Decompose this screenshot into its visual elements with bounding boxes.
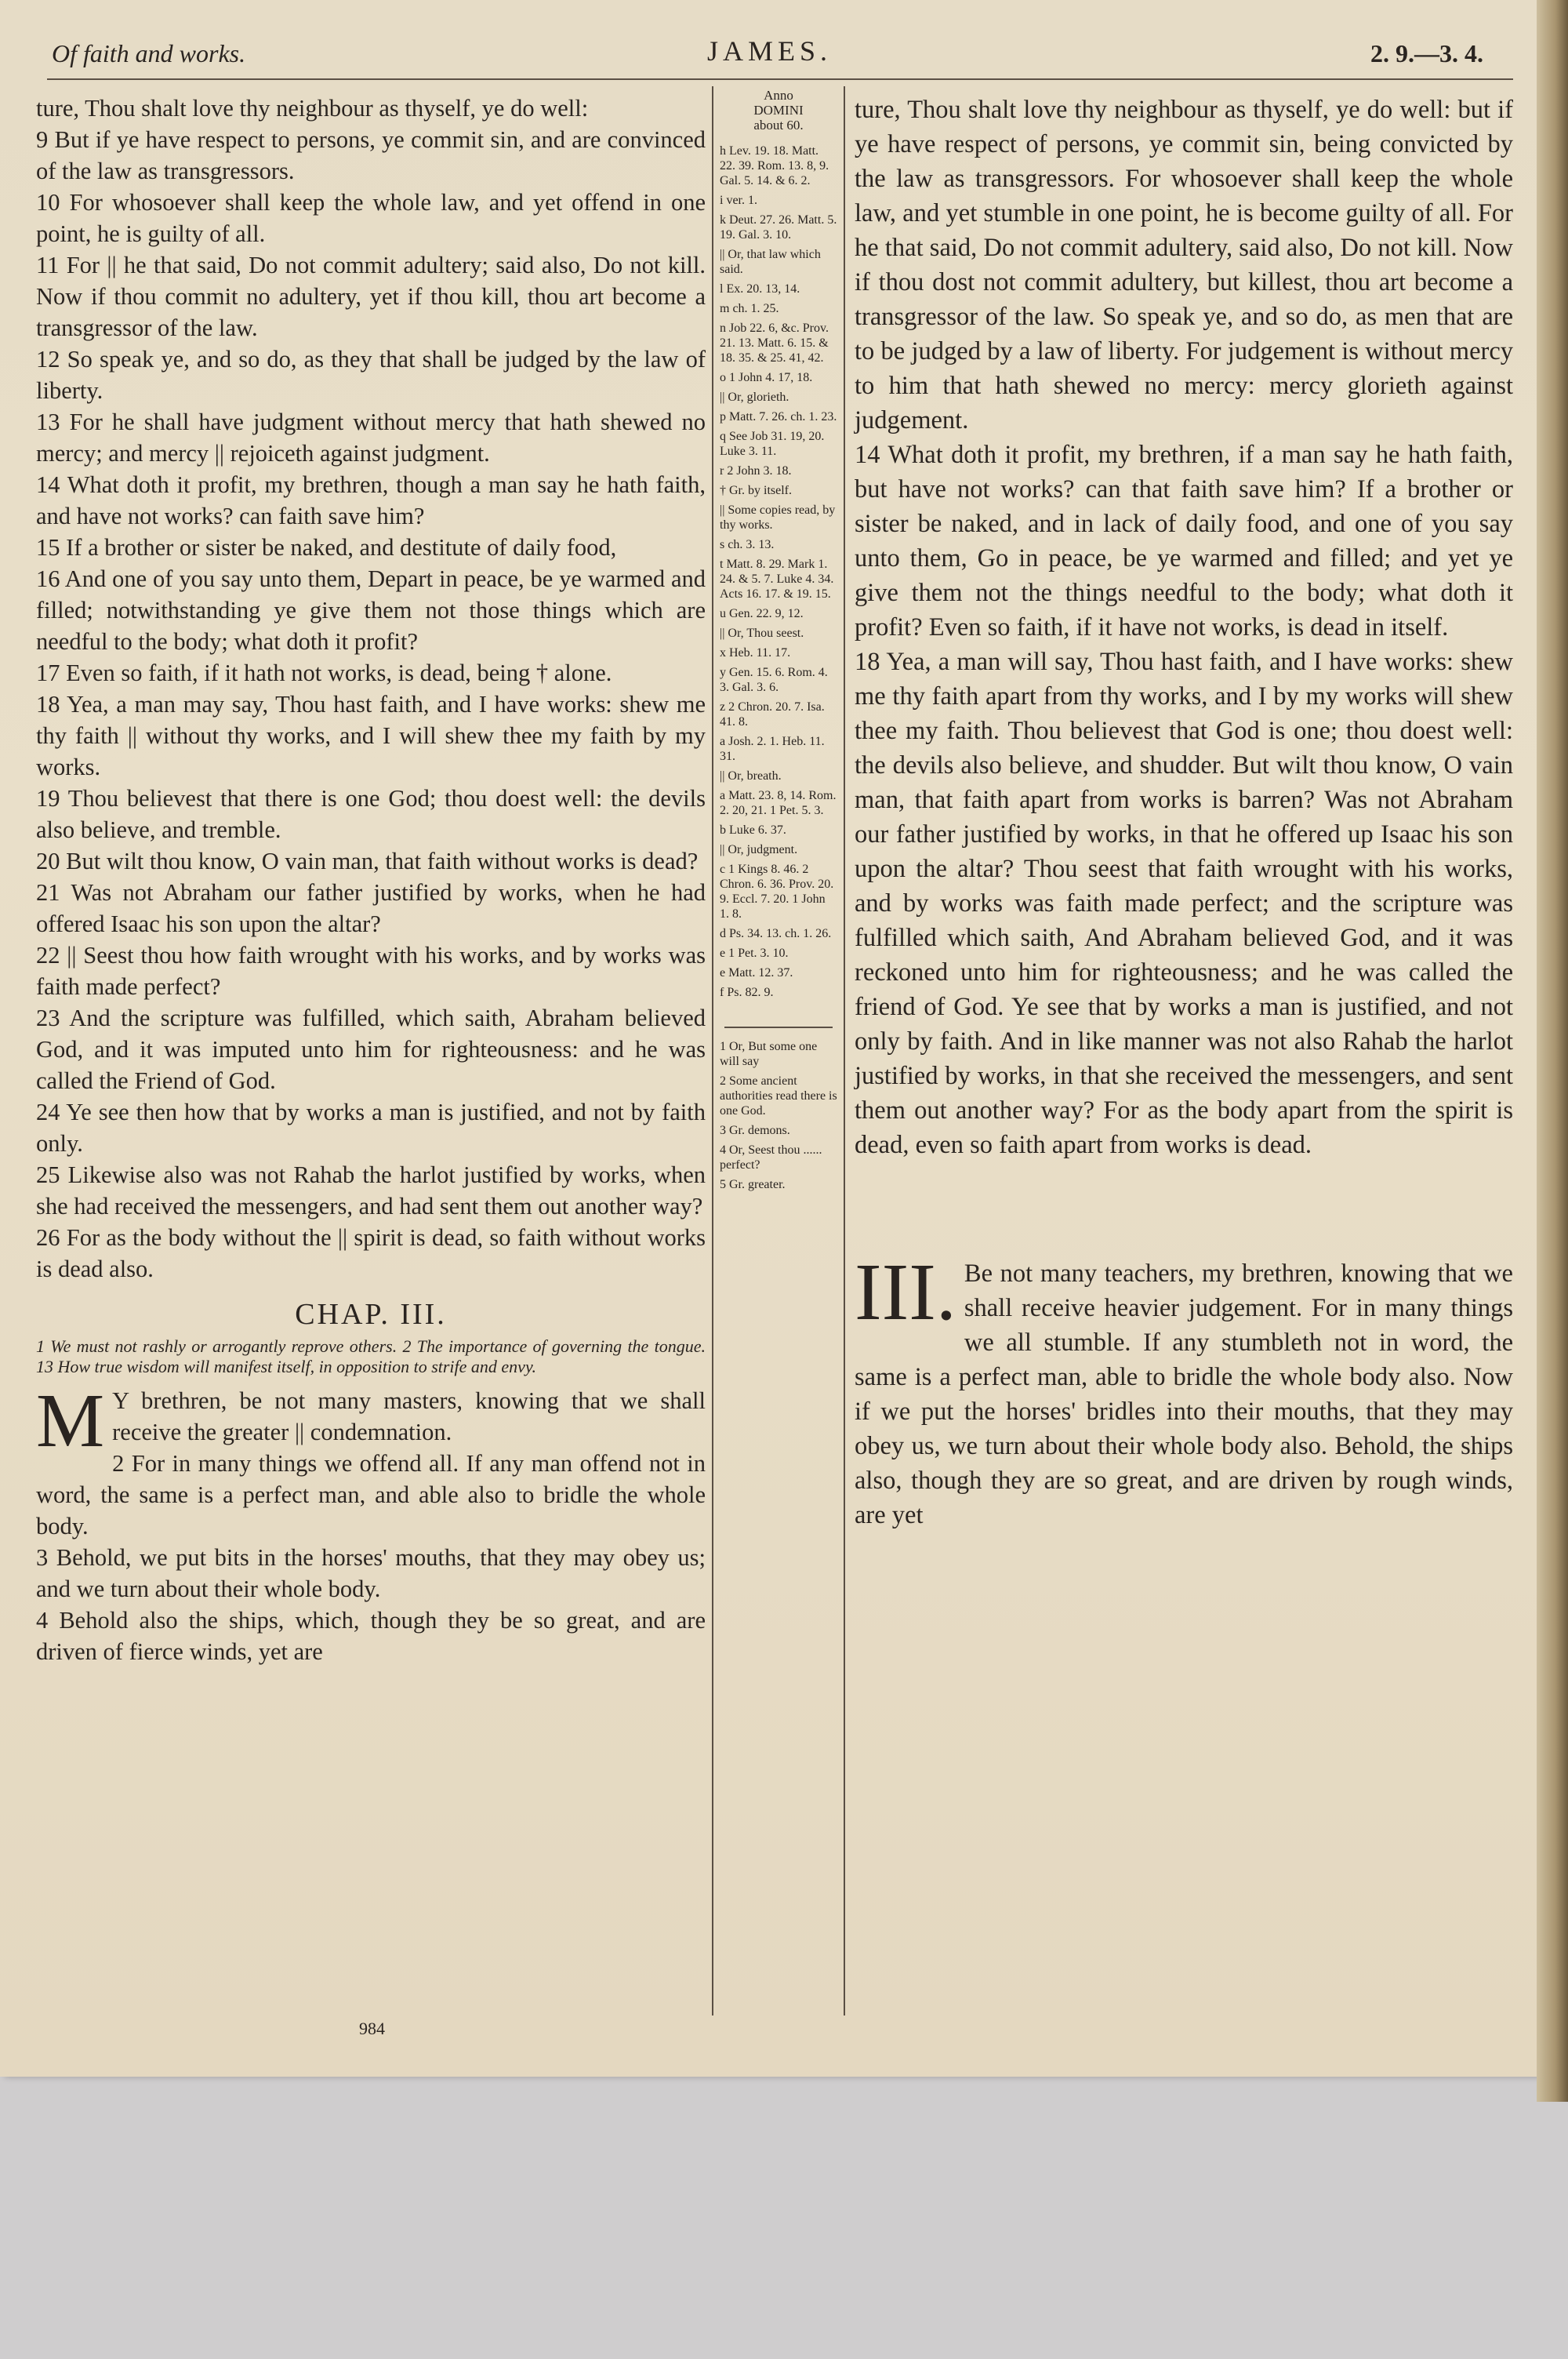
rv-paragraph: ture, Thou shalt love thy neighbour as thyself, ye do well: but if ye have respect of persons, ye commit sin, being convicted by the law as transgressors. For whosoever shall keep the whole law, and yet stumble in one point, he is become guilty of all. For he that said, Do not commit adultery, said also, Do not kill. Now if thou dost not commit adultery, but killest, thou art become a transgressor of the law. So speak ye, and so do, as men that are to be judged by a law of liberty. For judgement is without mercy to him that hath shewed no mercy: mercy glorieth against judgement. <box>855 96 1513 434</box>
anno-line: DOMINI <box>753 103 804 118</box>
kjv-column <box>36 93 706 1667</box>
drop-cap-letter: M <box>36 1379 105 1463</box>
kjv-verse: 23 And the scripture was fulfilled, which saith, Abraham believed God, and it was imputed unto him for righteousness: and he was called the Friend of God. <box>36 1005 706 1094</box>
kjv-verse: 24 Ye see then how that by works a man is justified, and not by faith only. <box>36 1099 706 1157</box>
rv-ch3-text: Be not many teachers, my brethren, knowing that we shall receive heavier judgement. For in many things we all stumble. If any stumbleth not in word, the same is a perfect man, able to bridle the whole body also. Now if we put the horses' bridles into their mouths, that they may obey us, we turn about their whole body also. Behold, the ships also, though they are so great, and are driven by rough winds, are yet <box>855 1259 1513 1529</box>
kjv-verse: 15 If a brother or sister be naked, and destitute of daily food, <box>36 534 617 561</box>
kjv-verse: 19 Thou believest that there is one God; thou doest well: the devils also believe, and tremble. <box>36 785 706 843</box>
kjv-verse: 12 So speak ye, and so do, as they that shall be judged by the law of liberty. <box>36 346 706 404</box>
header-chapter-range: 2. 9.—3. 4. <box>1370 39 1483 67</box>
rv-column <box>855 93 1513 1532</box>
kjv-ch3-verse-3: 3 Behold, we put bits in the horses' mouths, that they may obey us; and we turn about their whole body. <box>36 1544 706 1602</box>
kjv-verse: 11 For || he that said, Do not commit adultery; said also, Do not kill. Now if thou commit no adultery, yet if thou kill, thou art become a transgressor of the law. <box>36 252 706 341</box>
margin-note: e Matt. 12. 37. <box>720 966 793 980</box>
rv-chapter-numeral: III. <box>855 1247 956 1337</box>
page-number: 984 <box>359 2019 385 2038</box>
kjv-ch3-verse-1 <box>36 1379 706 1463</box>
margin-note-list <box>720 144 837 1000</box>
rv-footnote: 1 Or, But some one will say <box>720 1040 818 1068</box>
kjv-verse: 26 For as the body without the || spirit is dead, so faith without works is dead also. <box>36 1224 706 1282</box>
margin-note: m ch. 1. 25. <box>720 302 779 315</box>
margin-note: a Josh. 2. 1. Heb. 11. 31. <box>720 735 825 763</box>
margin-note: † Gr. by itself. <box>720 484 792 497</box>
chapter-summary: 1 We must not rashly or arrogantly reprove others. 2 The importance of governing the tongue. 13 How true wisdom will manifest itself, in opposition to strife and envy. <box>36 1336 706 1376</box>
anno-domini <box>720 88 837 133</box>
rv-ch3-paragraph <box>855 1247 1513 1532</box>
margin-note: || Or, breath. <box>720 769 782 783</box>
margin-note: || Some copies read, by thy works. <box>720 503 836 532</box>
kjv-ch3-v1-text: Y brethren, be not many masters, knowing that we shall receive the greater || condemnation. <box>112 1387 706 1445</box>
kjv-verse: 25 Likewise also was not Rahab the harlot justified by works, when she had received the messengers, and had sent them out another way? <box>36 1161 706 1219</box>
kjv-verse: 21 Was not Abraham our father justified by works, when he had offered Isaac his son upon the altar? <box>36 879 706 937</box>
margin-note: a Matt. 23. 8, 14. Rom. 2. 20, 21. 1 Pet. 5. 3. <box>720 789 837 817</box>
kjv-verse: 9 But if ye have respect to persons, ye commit sin, and are convinced of the law as transgressors. <box>36 126 706 184</box>
margin-note: z 2 Chron. 20. 7. Isa. 41. 8. <box>720 700 825 729</box>
header-book-title: JAMES. <box>707 35 833 67</box>
anno-line: Anno <box>764 88 793 103</box>
margin-note: p Matt. 7. 26. ch. 1. 23. <box>720 410 837 423</box>
margin-references <box>720 88 837 1197</box>
margin-note: k Deut. 27. 26. Matt. 5. 19. Gal. 3. 10. <box>720 213 837 242</box>
margin-note: d Ps. 34. 13. ch. 1. 26. <box>720 927 832 940</box>
kjv-verse: 17 Even so faith, if it hath not works, is dead, being † alone. <box>36 660 612 686</box>
kjv-verse: 10 For whosoever shall keep the whole law, and yet offend in one point, he is guilty of all. <box>36 189 706 247</box>
rv-footnote: 2 Some ancient authorities read there is one God. <box>720 1074 837 1118</box>
rv-footnote: 5 Gr. greater. <box>720 1178 786 1191</box>
kjv-ch3-verse-4: 4 Behold also the ships, which, though they be so great, and are driven of fierce winds, yet are <box>36 1607 706 1665</box>
header-topic: Of faith and works. <box>52 39 246 67</box>
rv-footnote: 4 Or, Seest thou ...... perfect? <box>720 1143 822 1172</box>
margin-note: q See Job 31. 19, 20. Luke 3. 11. <box>720 430 825 458</box>
margin-note: n Job 22. 6, &c. Prov. 21. 13. Matt. 6. 15. & 18. 35. & 25. 41, 42. <box>720 322 829 365</box>
kjv-verse: 20 But wilt thou know, O vain man, that faith without works is dead? <box>36 848 699 874</box>
margin-note: r 2 John 3. 18. <box>720 464 792 478</box>
margin-note: u Gen. 22. 9, 12. <box>720 607 804 620</box>
kjv-verse: 22 || Seest thou how faith wrought with his works, and by works was faith made perfect? <box>36 942 706 1000</box>
margin-note: || Or, glorieth. <box>720 391 789 404</box>
margin-note: s ch. 3. 13. <box>720 538 775 551</box>
rv-footnote: 3 Gr. demons. <box>720 1124 790 1137</box>
margin-note: x Heb. 11. 17. <box>720 646 791 660</box>
column-rule-right <box>844 86 845 2016</box>
margin-note: l Ex. 20. 13, 14. <box>720 282 800 296</box>
margin-note: h Lev. 19. 18. Matt. 22. 39. Rom. 13. 8, 9. Gal. 5. 14. & 6. 2. <box>720 144 829 187</box>
margin-note: i ver. 1. <box>720 194 757 207</box>
chapter-heading: CHAP. III. <box>295 1298 447 1331</box>
kjv-verse: ture, Thou shalt love thy neighbour as thyself, ye do well: <box>36 95 589 122</box>
kjv-verse: 18 Yea, a man may say, Thou hast faith, and I have works: shew me thy faith || without thy works, and I will shew thee my faith by my works. <box>36 691 706 780</box>
kjv-ch3-verse-2: 2 For in many things we offend all. If any man offend not in word, the same is a perfect man, and able also to bridle the whole body. <box>36 1450 706 1539</box>
margin-note: c 1 Kings 8. 46. 2 Chron. 6. 36. Prov. 20. 9. Eccl. 7. 20. 1 John 1. 8. <box>720 863 834 921</box>
rv-paragraph: 14 What doth it profit, my brethren, if a man say he hath faith, but have not works? can that faith save him? If a brother or sister be naked, and in lack of daily food, and one of you say unto them, Go in peace, be ye warmed and filled; and yet ye give them not the things needful to the body; what doth it profit? Even so faith, if it have not works, is dead in itself. <box>855 441 1513 642</box>
margin-note: t Matt. 8. 29. Mark 1. 24. & 5. 7. Luke 4. 34. Acts 16. 17. & 19. 15. <box>720 558 834 601</box>
margin-note: e 1 Pet. 3. 10. <box>720 947 789 960</box>
margin-note: o 1 John 4. 17, 18. <box>720 371 813 384</box>
rv-paragraph: 18 Yea, a man will say, Thou hast faith, and I have works: shew me thy faith apart from thy works, and I by my works will shew thee my faith. Thou believest that God is one; thou doest well: the devils also believe, and shudder. But wilt thou know, O vain man, that faith apart from works is barren? Was not Abraham our father justified by works, in that he offered up Isaac his son upon the altar? Thou seest that faith wrought with his works, and by works was faith made perfect; and the scripture was fulfilled which saith, And Abraham believed God, and it was reckoned unto him for righteousness; and he was called the friend of God. Ye see that by works a man is justified, and not only by faith. And in like manner was not also Rahab the harlot justified by works, in that she received the messengers, and sent them out another way? For as the body apart from the spirit is dead, even so faith apart from works is dead. <box>855 648 1513 1159</box>
rv-spacer <box>855 1162 1513 1256</box>
page-edge <box>1537 0 1568 2102</box>
margin-note: || Or, that law which said. <box>720 248 821 276</box>
anno-line: about 60. <box>753 118 804 133</box>
column-rule-left <box>712 86 713 2016</box>
kjv-verse: 16 And one of you say unto them, Depart in peace, be ye warmed and filled; notwithstanding ye give them not those things which are needful to the body; what doth it profit? <box>36 565 706 655</box>
running-header <box>0 0 1548 86</box>
margin-note: f Ps. 82. 9. <box>720 986 774 999</box>
rv-footnote-list <box>720 1039 837 1192</box>
header-rule <box>47 78 1513 80</box>
margin-note: || Or, judgment. <box>720 843 798 856</box>
margin-note: || Or, Thou seest. <box>720 627 804 640</box>
margin-note: b Luke 6. 37. <box>720 823 786 837</box>
kjv-verse: 14 What doth it profit, my brethren, though a man say he hath faith, and have not works? can faith save him? <box>36 471 706 529</box>
kjv-verse: 13 For he shall have judgment without mercy that hath shewed no mercy; and mercy || rejoiceth against judgment. <box>36 409 706 467</box>
margin-separator <box>724 1027 833 1028</box>
margin-note: y Gen. 15. 6. Rom. 4. 3. Gal. 3. 6. <box>720 666 828 694</box>
